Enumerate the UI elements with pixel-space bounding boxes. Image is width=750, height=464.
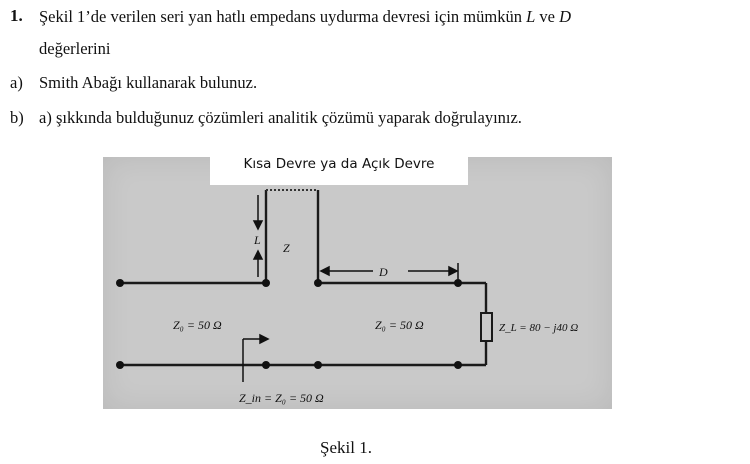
var-l: L	[526, 7, 536, 26]
item-a-text: Smith Abağı kullanarak bulunuz.	[39, 73, 258, 92]
circuit-diagram	[103, 157, 612, 409]
label-l: L	[254, 233, 261, 247]
node-bottom-mid2	[314, 361, 322, 369]
label-d: D	[379, 265, 388, 279]
var-d: D	[559, 7, 572, 26]
node-bottom-mid1	[262, 361, 270, 369]
node-bottom-left	[116, 361, 124, 369]
stub-type-label: Kısa Devre ya da Açık Devre	[210, 147, 468, 185]
item-a-label: a)	[10, 73, 23, 92]
and-word: ve	[539, 7, 555, 26]
label-zin: Z_in = Z₀ = 50 Ω	[239, 391, 324, 405]
node-bottom-right	[454, 361, 462, 369]
question-line-1	[39, 6, 571, 28]
label-z0-left: Z₀ = 50 Ω	[173, 318, 222, 332]
question-number: 1.	[10, 6, 23, 25]
figure-caption: Şekil 1.	[320, 438, 372, 457]
label-z0-stub: Z	[283, 241, 290, 255]
item-b-text: a) şıkkında bulduğunuz çözümleri analitik çözümü yaparak doğrulayınız.	[39, 108, 522, 127]
label-z0-right: Z₀ = 50 Ω	[375, 318, 424, 332]
question-text: Şekil 1’de verilen seri yan hatlı empedans uydurma devresi için mümkün	[39, 7, 522, 26]
node-top-left	[116, 279, 124, 287]
node-stub-right	[314, 279, 322, 287]
load-impedance-box	[481, 313, 492, 341]
node-stub-left	[262, 279, 270, 287]
question-line-2: değerlerini	[39, 39, 111, 58]
circuit-figure	[103, 157, 612, 409]
item-b-label: b)	[10, 108, 24, 127]
node-load-top	[454, 279, 462, 287]
label-zl: Z_L = 80 − j40 Ω	[499, 322, 579, 334]
